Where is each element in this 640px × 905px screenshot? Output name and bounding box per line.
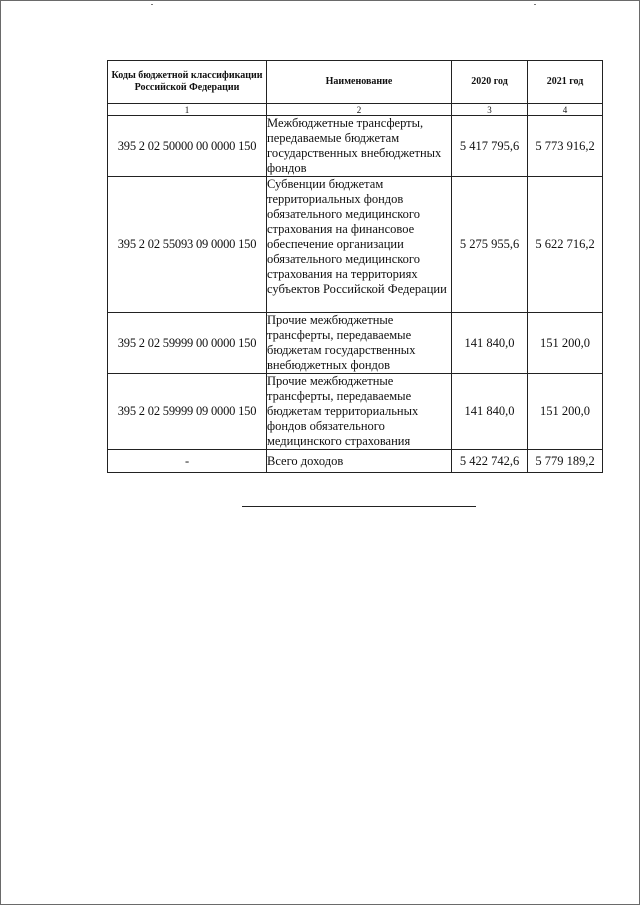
amount-2020: 141 840,0 <box>452 313 528 374</box>
table-total-row <box>108 450 603 473</box>
scan-speck <box>151 4 153 5</box>
amount-2021: 151 200,0 <box>528 374 603 450</box>
header-name: Наименование <box>267 61 452 104</box>
budget-code: 395 2 02 55093 09 0000 150 <box>108 177 267 313</box>
amount-2020: 5 417 795,6 <box>452 116 528 177</box>
item-name: Межбюджетные трансферты, передаваемые бюджетам государственных внебюджетных фондов <box>267 116 452 177</box>
budget-code: 395 2 02 59999 09 0000 150 <box>108 374 267 450</box>
table-row <box>108 177 603 313</box>
column-number: 4 <box>528 104 603 116</box>
column-number: 3 <box>452 104 528 116</box>
amount-2020: 141 840,0 <box>452 374 528 450</box>
budget-revenue-table <box>107 60 603 473</box>
header-code: Коды бюджетной классификации Российской Федерации <box>108 61 267 104</box>
table-row <box>108 116 603 177</box>
header-2020: 2020 год <box>452 61 528 104</box>
total-2021: 5 779 189,2 <box>528 450 603 473</box>
amount-2021: 151 200,0 <box>528 313 603 374</box>
closing-divider-line <box>242 506 476 507</box>
column-number-row <box>108 104 603 116</box>
column-number: 1 <box>108 104 267 116</box>
budget-code: - <box>108 450 267 473</box>
table-header-row <box>108 61 603 104</box>
item-name: Прочие межбюджетные трансферты, передаваемые бюджетам территориальных фондов обязательного медицинского страхования <box>267 374 452 450</box>
scan-speck <box>534 4 536 5</box>
table-row <box>108 313 603 374</box>
amount-2021: 5 622 716,2 <box>528 177 603 313</box>
item-name: Прочие межбюджетные трансферты, передаваемые бюджетам государственных внебюджетных фондов <box>267 313 452 374</box>
total-label: Всего доходов <box>267 450 452 473</box>
table-row <box>108 374 603 450</box>
header-2021: 2021 год <box>528 61 603 104</box>
item-name: Субвенции бюджетам территориальных фондов обязательного медицинского страхования на финансовое обеспечение организации обязательного медицинского страхования на территориях субъектов Российской Федерации <box>267 177 452 313</box>
budget-code: 395 2 02 50000 00 0000 150 <box>108 116 267 177</box>
total-2020: 5 422 742,6 <box>452 450 528 473</box>
amount-2020: 5 275 955,6 <box>452 177 528 313</box>
column-number: 2 <box>267 104 452 116</box>
budget-code: 395 2 02 59999 00 0000 150 <box>108 313 267 374</box>
amount-2021: 5 773 916,2 <box>528 116 603 177</box>
